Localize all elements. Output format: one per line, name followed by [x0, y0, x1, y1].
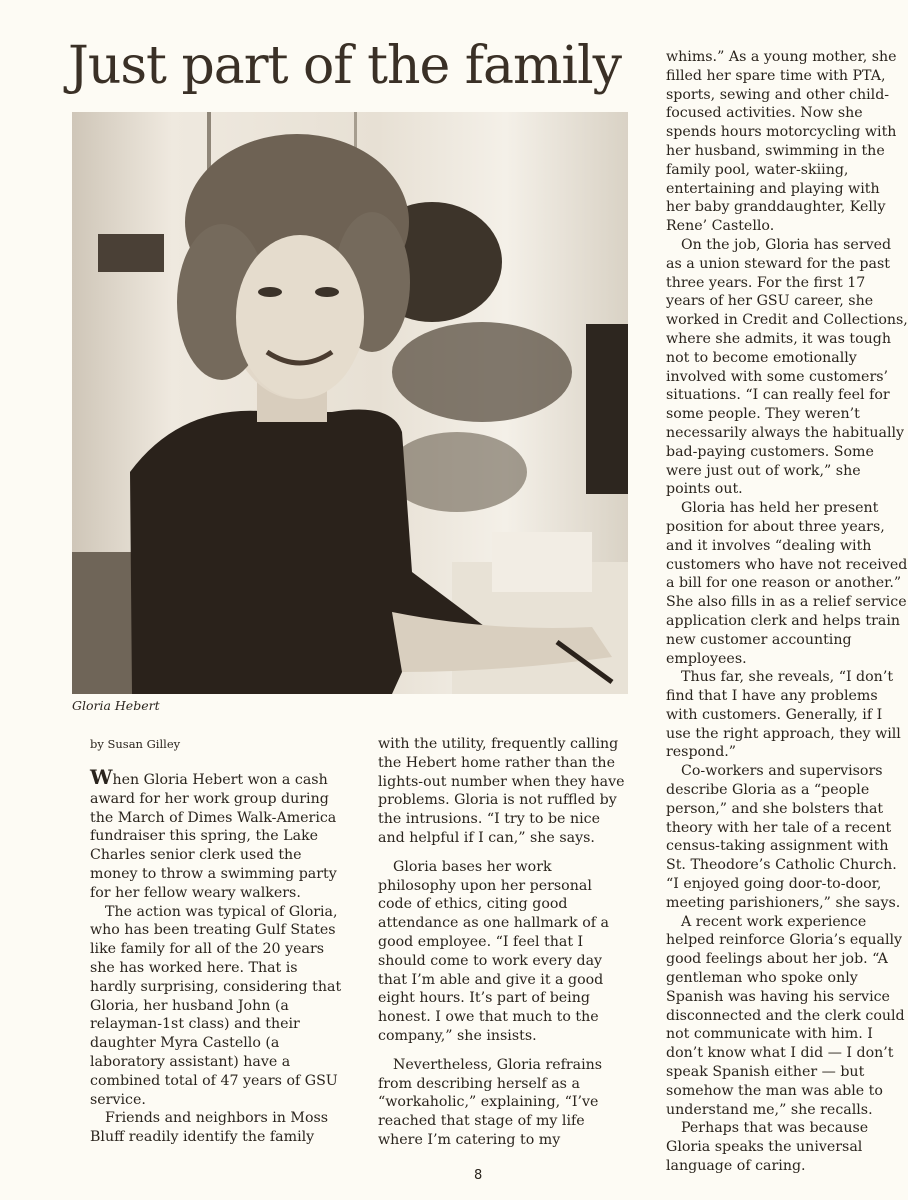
- paragraph: with the utility, frequently calling the Hebert home rather than the lights-out number when they have problems. Gloria is not ruffled by the intrusions. “I try to be nice and helpful if I can,” she says.: [378, 736, 625, 846]
- paragraph: Perhaps that was because Gloria speaks the universal language of caring.: [666, 1120, 869, 1175]
- paragraph: Gloria has held her present position for about three years, and it involves “dealing with customers who have not received a bill for one reason or another.” She also fills in as a relief service application clerk and helps train new customer accounting employees.: [666, 500, 908, 667]
- body-column-3: [666, 48, 908, 1176]
- paragraph: [90, 765, 344, 903]
- paragraph: Gloria bases her work philosophy upon her personal code of ethics, citing good attendance as one hallmark of a good employee. “I feel that I should come to work every day that I’m able and give it a good eight hours. It’s part of being honest. I owe that much to the company,” she insists.: [378, 858, 609, 1044]
- paragraph: Co-workers and supervisors describe Gloria as a “people person,” and she bolsters that theory with her tale of a recent census-taking assignment with St. Theodore’s Catholic Church. “I enjoyed going door-to-door, meeting parishioners,” she says.: [666, 763, 901, 911]
- paragraph: On the job, Gloria has served as a union steward for the past three years. For the first 17 years of her GSU career, she worked in Credit and Collections, where she admits, it was tough not to become emotionally involved with some customers’ situations. “I can really feel for some people. They weren’t necessarily always the habitually bad-paying customers. Some were just out of work,” she points out.: [666, 236, 908, 498]
- byline: by Susan Gilley: [90, 737, 181, 751]
- paragraph-text: hen Gloria Hebert won a cash award for her work group during the March of Dimes Walk-America fundraiser this spring, the Lake Charles senior clerk used the money to throw a swimming party for her fellow weary walkers.: [90, 772, 337, 901]
- body-column-1: [90, 765, 344, 1147]
- paragraph: Friends and neighbors in Moss Bluff readily identify the family: [90, 1110, 329, 1146]
- paragraph: Nevertheless, Gloria refrains from describing herself as a “workaholic,” explaining, “I’ve reached that stage of my life where I’m catering to my: [378, 1056, 603, 1148]
- article-title: Just part of the family: [68, 36, 621, 96]
- paragraph: Thus far, she reveals, “I don’t find that I have any problems with customers. Generally, if I use the right approach, they will respond.”: [666, 669, 901, 761]
- drop-cap: W: [90, 765, 113, 789]
- body-column-2: [378, 735, 628, 1150]
- portrait-illustration: [72, 112, 628, 694]
- portrait-photo: [72, 112, 628, 694]
- paragraph: A recent work experience helped reinforce Gloria’s equally good feelings about her job. “A gentleman who spoke only Spanish was having his service disconnected and the clerk could not communicate with him. I don’t know what I did — I don’t speak Spanish either — but somehow the man was able to understand me,” she recalls.: [666, 913, 905, 1118]
- paragraph: whims.” As a young mother, she filled her spare time with PTA, sports, sewing and other child-focused activities. Now she spends hours motorcycling with her husband, swimming in the family pool, water-skiing, entertaining and playing with her baby granddaughter, Kelly Rene’ Castello.: [666, 49, 897, 235]
- paragraph: The action was typical of Gloria, who has been treating Gulf States like family for all of the 20 years she has worked here. That is hardly surprising, considering that Gloria, her husband John (a relayman-1st class) and their daughter Myra Castello (a laboratory assistant) have a combined total of 47 years of GSU service.: [90, 903, 342, 1108]
- page-number: 8: [474, 1168, 483, 1183]
- photo-caption: Gloria Hebert: [72, 698, 160, 713]
